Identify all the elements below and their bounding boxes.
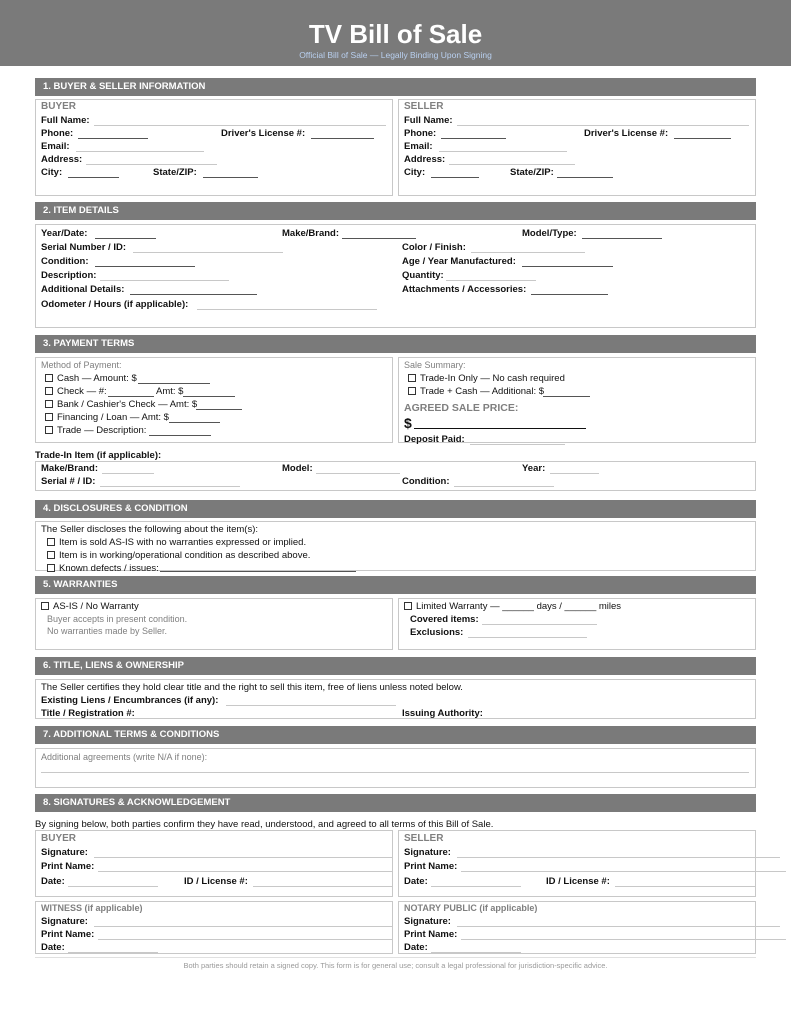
year-date-field[interactable] [95,238,156,239]
buyer-print-name-field[interactable] [98,871,393,872]
existing-liens-label: Existing Liens / Encumbrances (if any): [41,695,219,706]
seller-signature-label: Signature: [404,847,451,858]
buyer-signature-field[interactable] [94,857,393,858]
exclusions-label: Exclusions: [410,627,464,638]
seller-id-label: ID / License #: [546,876,610,887]
seller-dl-field[interactable] [674,138,731,139]
notary-heading: NOTARY PUBLIC (if applicable) [404,903,538,913]
ti-condition-field[interactable] [454,486,554,487]
seller-heading: SELLER [404,101,444,112]
buyer-email-label: Email: [41,141,70,152]
serial-number-field[interactable] [133,252,283,253]
witness-signature-field[interactable] [94,926,393,927]
witness-print-name-label: Print Name: [41,929,95,940]
sale-price-field[interactable] [414,428,586,429]
notary-signature-label: Signature: [404,916,451,927]
section-4-header: 4. DISCLOSURES & CONDITION [35,500,756,518]
as-is-disclosure-label: Item is sold AS-IS with no warranties expressed or implied. [59,537,307,548]
as-is-warranty-label: AS-IS / No Warranty [53,601,139,612]
financing-label: Financing / Loan — Amt: $ [57,412,169,423]
seller-phone-label: Phone: [404,128,437,139]
additional-details-field[interactable] [130,294,257,295]
section-8-header: 8. SIGNATURES & ACKNOWLEDGEMENT [35,794,756,812]
sale-price-dollar-sign: $ [404,415,412,431]
quantity-label: Quantity: [402,270,444,281]
additional-agreements-field[interactable] [41,772,749,773]
serial-number-label: Serial Number / ID: [41,242,126,253]
sig-seller-heading: SELLER [404,833,444,844]
buyer-full-name-label: Full Name: [41,115,90,126]
sig-buyer-heading: BUYER [41,833,77,844]
trade-option[interactable] [45,425,146,436]
deposit-paid-label: Deposit Paid: [404,434,465,445]
check-number-field[interactable] [108,396,154,397]
check-option[interactable] [45,386,107,397]
buyer-email-field[interactable] [76,151,204,152]
ti-condition-label: Condition: [402,476,450,487]
cash-checkbox[interactable] [45,374,53,382]
ti-model-field[interactable] [316,473,400,474]
working-checkbox[interactable] [47,551,55,559]
witness-print-name-field[interactable] [98,939,393,940]
defects-label: Known defects / issues: [59,563,159,574]
ti-year-label: Year: [522,463,546,474]
seller-statezip-label: State/ZIP: [510,167,554,178]
buyer-full-name-field[interactable] [94,125,386,126]
model-type-label: Model/Type: [522,228,577,239]
seller-address-field[interactable] [449,164,575,165]
buyer-city-field[interactable] [68,177,119,178]
limited-warranty-checkbox[interactable] [404,602,412,610]
ti-model-label: Model: [282,463,313,474]
buyer-address-label: Address: [41,154,83,165]
buyer-accepts-text: Buyer accepts in present condition. [47,614,188,624]
seller-email-field[interactable] [439,151,567,152]
item-details-box [35,224,756,328]
seller-full-name-label: Full Name: [404,115,453,126]
disclosure-intro: The Seller discloses the following about the item(s): [41,524,259,535]
trade-cash-label: Trade + Cash — Additional: $ [420,386,545,397]
age-year-label: Age / Year Manufactured: [402,256,516,267]
check-amt-label: Amt: $ [156,386,184,397]
seller-signature-field[interactable] [457,857,780,858]
seller-date-label: Date: [404,876,428,887]
color-finish-label: Color / Finish: [402,242,466,253]
defects-checkbox[interactable] [47,564,55,572]
bank-check-checkbox[interactable] [45,400,53,408]
notary-date-label: Date: [404,942,428,953]
seller-statezip-field[interactable] [557,177,613,178]
witness-date-label: Date: [41,942,65,953]
title-certify-text: The Seller certifies they hold clear title and the right to sell this item, free of liens unless noted below. [41,682,463,693]
additional-details-label: Additional Details: [41,284,125,295]
seller-date-field[interactable] [431,886,521,887]
age-year-field[interactable] [522,266,613,267]
limited-warranty-label: Limited Warranty — ______ days / ______ miles [416,601,622,612]
trade-in-item-label: Trade-In Item (if applicable): [35,450,162,461]
bank-check-option[interactable] [45,399,197,410]
page-title: TV Bill of Sale [308,19,483,49]
existing-liens-field[interactable] [226,705,396,706]
trade-cash-checkbox[interactable] [408,387,416,395]
seller-print-name-field[interactable] [461,871,786,872]
check-amount-field[interactable] [183,396,235,397]
working-disclosure[interactable] [47,550,310,561]
seller-print-name-label: Print Name: [404,861,458,872]
attachments-label: Attachments / Accessories: [402,284,527,295]
description-field[interactable] [100,280,229,281]
ti-make-label: Make/Brand: [41,463,99,474]
signatures-intro: By signing below, both parties confirm they have read, understood, and agreed to all terms of this Bill of Sale. [35,819,494,830]
buyer-phone-field[interactable] [78,138,148,139]
seller-address-label: Address: [404,154,446,165]
year-date-label: Year/Date: [41,228,88,239]
cash-option[interactable] [45,373,137,384]
description-label: Description: [41,270,97,281]
bank-check-amount-field[interactable] [196,409,242,410]
trade-cash-option[interactable] [408,386,544,397]
footer-divider [35,957,756,958]
as-is-disclosure[interactable] [47,537,306,548]
buyer-dl-label: Driver's License #: [221,128,306,139]
trade-in-only-label: Trade-In Only — No cash required [420,373,565,384]
footer-note: Both parties should retain a signed copy. This form is for general use; consult a legal professional for jurisdiction-specific advice. [183,961,608,970]
seller-full-name-field[interactable] [457,125,749,126]
odometer-field[interactable] [197,309,377,310]
issuing-authority-label: Issuing Authority: [402,708,483,719]
buyer-heading: BUYER [41,101,77,112]
seller-dl-label: Driver's License #: [584,128,669,139]
defects-disclosure[interactable] [47,563,159,574]
section-3-header: 3. PAYMENT TERMS [35,335,756,353]
ti-serial-label: Serial # / ID: [41,476,96,487]
section-5-header: 5. WARRANTIES [35,576,756,594]
page-subtitle: Official Bill of Sale — Legally Binding Upon Signing [299,50,492,60]
notary-print-name-label: Print Name: [404,929,458,940]
seller-phone-field[interactable] [441,138,506,139]
buyer-signature-label: Signature: [41,847,88,858]
agreed-sale-price-label: AGREED SALE PRICE: [404,402,519,414]
working-disclosure-label: Item is in working/operational condition as described above. [59,550,311,561]
buyer-date-field[interactable] [68,886,158,887]
witness-date-field[interactable] [68,952,158,953]
exclusions-field[interactable] [468,637,587,638]
condition-label: Condition: [41,256,89,267]
deposit-paid-field[interactable] [470,444,565,445]
covered-items-field[interactable] [482,624,597,625]
trade-checkbox[interactable] [45,426,53,434]
witness-signature-label: Signature: [41,916,88,927]
seller-city-field[interactable] [431,177,479,178]
trade-cash-amount-field[interactable] [543,396,590,397]
covered-items-label: Covered items: [410,614,479,625]
financing-checkbox[interactable] [45,413,53,421]
bank-check-label: Bank / Cashier's Check — Amt: $ [57,399,198,410]
seller-email-label: Email: [404,141,433,152]
color-finish-field[interactable] [471,252,585,253]
condition-field[interactable] [95,266,195,267]
check-label: Check — #: [57,386,107,397]
trade-description-field[interactable] [149,435,211,436]
odometer-label: Odometer / Hours (if applicable): [41,299,189,310]
buyer-info-box [35,99,393,196]
section-6-header: 6. TITLE, LIENS & OWNERSHIP [35,657,756,675]
notary-signature-field[interactable] [457,926,780,927]
buyer-id-label: ID / License #: [184,876,248,887]
buyer-id-field[interactable] [253,886,393,887]
buyer-statezip-label: State/ZIP: [153,167,197,178]
ti-serial-field[interactable] [100,486,240,487]
method-of-payment-label: Method of Payment: [41,360,122,370]
limited-warranty-option[interactable] [404,601,621,612]
buyer-dl-field[interactable] [311,138,374,139]
buyer-statezip-field[interactable] [203,177,258,178]
ti-make-field[interactable] [102,473,154,474]
seller-info-box [398,99,756,196]
seller-city-label: City: [404,167,426,178]
check-checkbox[interactable] [45,387,53,395]
buyer-print-name-label: Print Name: [41,861,95,872]
section-7-header: 7. ADDITIONAL TERMS & CONDITIONS [35,726,756,744]
buyer-date-label: Date: [41,876,65,887]
defects-field[interactable] [160,571,356,572]
witness-heading: WITNESS (if applicable) [41,903,143,913]
section-2-header: 2. ITEM DETAILS [35,202,756,220]
quantity-field[interactable] [446,280,536,281]
as-is-warranty-checkbox[interactable] [41,602,49,610]
ti-year-field[interactable] [550,473,599,474]
buyer-city-label: City: [41,167,63,178]
title-registration-label: Title / Registration #: [41,708,135,719]
cash-amount-field[interactable] [138,383,210,384]
section-1-header: 1. BUYER & SELLER INFORMATION [35,78,756,96]
notary-print-name-field[interactable] [461,939,786,940]
cash-label: Cash — Amount: $ [57,373,137,384]
page-header [0,0,791,66]
seller-id-field[interactable] [615,886,756,887]
buyer-address-field[interactable] [86,164,217,165]
trade-in-only-checkbox[interactable] [408,374,416,382]
as-is-checkbox[interactable] [47,538,55,546]
financing-option[interactable] [45,412,169,423]
trade-label: Trade — Description: [57,425,147,436]
attachments-field[interactable] [531,294,608,295]
trade-in-only-option[interactable] [408,373,565,384]
notary-date-field[interactable] [431,952,521,953]
additional-agreements-label: Additional agreements (write N/A if none): [41,752,208,762]
make-brand-label: Make/Brand: [282,228,340,239]
buyer-phone-label: Phone: [41,128,74,139]
model-type-field[interactable] [582,238,662,239]
as-is-warranty-option[interactable] [41,601,139,612]
financing-amount-field[interactable] [169,422,220,423]
no-warranties-text: No warranties made by Seller. [47,626,168,636]
make-brand-field[interactable] [342,238,416,239]
sale-summary-label: Sale Summary: [404,360,466,370]
